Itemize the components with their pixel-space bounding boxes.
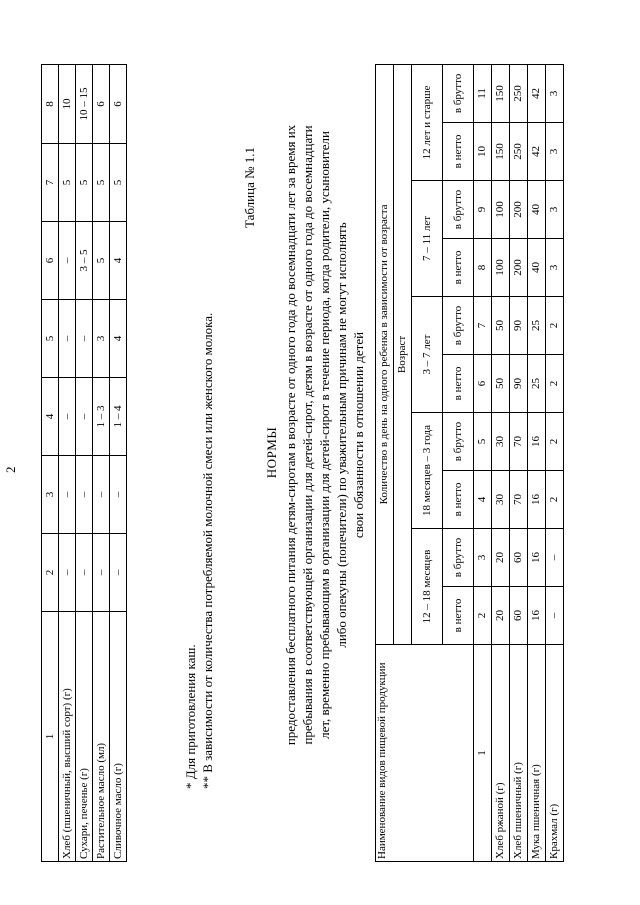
table-cell: 5 (59, 144, 76, 222)
table-cell: – (546, 587, 564, 645)
upper-header-cell: 4 (42, 378, 59, 456)
page-number: 2 (3, 466, 18, 473)
product-name-cell: Растительное масло (мл) (93, 612, 110, 862)
table-cell: 200 (510, 239, 528, 297)
table-cell: 30 (492, 413, 510, 471)
product-name-cell: Мука пшеничная (г) (528, 645, 546, 862)
table-cell: 60 (510, 529, 528, 587)
table-row (59, 65, 76, 862)
table-row (93, 65, 110, 862)
table-cell: 3 – 5 (76, 222, 93, 300)
table-cell: 100 (492, 181, 510, 239)
table-cell: 5 (76, 144, 93, 222)
index-cell: 2 (474, 587, 492, 645)
upper-header-cell: 3 (42, 456, 59, 534)
table-cell: 90 (510, 297, 528, 355)
table-cell: 2 (546, 413, 564, 471)
product-name-cell: Сухари, печенье (г) (76, 612, 93, 862)
table-cell: 1 – 3 (93, 378, 110, 456)
table-cell: – (59, 456, 76, 534)
table-cell: 150 (492, 64, 510, 122)
footnote: ** В зависимости от количества потребляемой молочной смеси или женского молока. (200, 312, 215, 789)
product-name-cell: Хлеб пшеничный (г) (510, 645, 528, 862)
upper-header-cell: 1 (42, 612, 59, 862)
table-cell: 2 (546, 355, 564, 413)
document-title: НОРМЫ (264, 426, 279, 479)
table-cell: – (76, 378, 93, 456)
table-cell: – (110, 456, 127, 534)
product-name-cell: Крахмал (г) (546, 645, 564, 862)
netto-header: в нетто (443, 123, 474, 181)
table-cell: – (76, 534, 93, 612)
table-row (528, 64, 546, 861)
lower-table (375, 64, 564, 862)
table-cell: 50 (492, 297, 510, 355)
table-cell: 6 (110, 65, 127, 144)
index-cell: 5 (474, 413, 492, 471)
table-cell: 6 (93, 65, 110, 144)
group-header: Количество в день на одного ребенка в зависимости от возраста (376, 64, 394, 644)
table-cell: 50 (492, 355, 510, 413)
table-cell: – (76, 456, 93, 534)
table-cell: 70 (510, 471, 528, 529)
table-cell: 20 (492, 587, 510, 645)
table-cell: 3 (546, 64, 564, 122)
table-cell: 60 (510, 587, 528, 645)
subtitle-line: лет, временно пребывающим в организации для детей-сирот в течение периода, когда родители, усыновители (317, 131, 332, 739)
subtitle-line: предоставления бесплатного питания детям-сиротам в возрасте от одного года до восемнадцати лет за время их (283, 124, 298, 746)
table-cell: – (59, 534, 76, 612)
table-cell: 20 (492, 529, 510, 587)
table-cell: – (59, 300, 76, 378)
table-cell: 40 (528, 239, 546, 297)
lower-header-row-1 (376, 64, 394, 861)
table-cell: 70 (510, 413, 528, 471)
upper-table (41, 64, 127, 862)
upper-header-cell: 2 (42, 534, 59, 612)
brutto-header: в брутто (443, 529, 474, 587)
table-cell: 2 (546, 471, 564, 529)
netto-header: в нетто (443, 587, 474, 645)
upper-header-cell: 7 (42, 144, 59, 222)
table-cell: 16 (528, 413, 546, 471)
brutto-header: в брутто (443, 413, 474, 471)
table-cell: 5 (110, 144, 127, 222)
table-row (76, 65, 93, 862)
table-cell: 40 (528, 181, 546, 239)
subtitle-line: пребывания в соответствующей организации для детей-сирот, детям в возрасте от одного года до восемнадцати (300, 125, 315, 745)
table-cell: 16 (528, 529, 546, 587)
table-caption: Таблица № 1.1 (242, 146, 257, 228)
brutto-header: в брутто (443, 64, 474, 122)
table-cell: 30 (492, 471, 510, 529)
index-cell: 8 (474, 239, 492, 297)
table-cell: – (76, 300, 93, 378)
index-cell: 1 (474, 645, 492, 862)
table-cell: 4 (110, 222, 127, 300)
table-row (492, 64, 510, 861)
table-cell: 150 (492, 123, 510, 181)
age-group-header: 18 месяцев – 3 года (412, 413, 443, 529)
brutto-header: в брутто (443, 297, 474, 355)
table-cell: – (93, 456, 110, 534)
product-name-cell: Сливочное масло (г) (110, 612, 127, 862)
index-cell: 4 (474, 471, 492, 529)
upper-header-cell: 5 (42, 300, 59, 378)
table-cell: 5 (93, 222, 110, 300)
age-subgroup-header: Возраст (394, 64, 412, 644)
document-subtitle (282, 85, 367, 785)
product-name-cell: Хлеб (пшеничный, высший сорт) (г) (59, 612, 76, 862)
index-cell: 6 (474, 355, 492, 413)
index-cell: 11 (474, 64, 492, 122)
index-cell: 3 (474, 529, 492, 587)
table-cell: 1 – 4 (110, 378, 127, 456)
table-cell: – (93, 534, 110, 612)
table-cell: 42 (528, 123, 546, 181)
netto-header: в нетто (443, 239, 474, 297)
table-cell: 100 (492, 239, 510, 297)
table-cell: 16 (528, 471, 546, 529)
table-cell: 10 – 15 (76, 65, 93, 144)
table-cell: – (110, 534, 127, 612)
product-name-cell: Хлеб ржаной (г) (492, 645, 510, 862)
index-cell: 9 (474, 181, 492, 239)
table-cell: 42 (528, 64, 546, 122)
upper-header-cell: 6 (42, 222, 59, 300)
table-cell: 10 (59, 65, 76, 144)
age-group-header: 12 – 18 месяцев (412, 529, 443, 645)
table-cell: 250 (510, 123, 528, 181)
table-cell: – (546, 529, 564, 587)
subtitle-line: либо опекуны (попечители) по уважительным причинам не могут исполнять (334, 222, 349, 648)
netto-header: в нетто (443, 355, 474, 413)
table-cell: 3 (546, 239, 564, 297)
table-cell: 90 (510, 355, 528, 413)
age-group-header: 3 – 7 лет (412, 297, 443, 413)
brutto-header: в брутто (443, 181, 474, 239)
subtitle-line: свои обязанности в отношении детей (351, 331, 366, 539)
table-cell: 3 (546, 123, 564, 181)
table-cell: 250 (510, 64, 528, 122)
footnote: * Для приготовления каш. (183, 644, 198, 789)
upper-table-header-row (42, 65, 59, 862)
table-cell: 25 (528, 355, 546, 413)
age-group-header: 7 – 11 лет (412, 181, 443, 297)
table-row (546, 64, 564, 861)
lower-index-row (474, 64, 492, 861)
table-row (510, 64, 528, 861)
table-cell: 3 (93, 300, 110, 378)
age-group-header: 12 лет и старше (412, 64, 443, 180)
table-row (110, 65, 127, 862)
upper-header-cell: 8 (42, 65, 59, 144)
netto-header: в нетто (443, 471, 474, 529)
table-cell: 16 (528, 587, 546, 645)
table-cell: 25 (528, 297, 546, 355)
table-cell: 200 (510, 181, 528, 239)
table-cell: 2 (546, 297, 564, 355)
table-cell: – (59, 222, 76, 300)
table-cell: 4 (110, 300, 127, 378)
product-name-header: Наименование видов пищевой продукции (376, 645, 474, 862)
table-cell: 5 (93, 144, 110, 222)
index-cell: 10 (474, 123, 492, 181)
table-cell: – (59, 378, 76, 456)
index-cell: 7 (474, 297, 492, 355)
table-cell: 3 (546, 181, 564, 239)
